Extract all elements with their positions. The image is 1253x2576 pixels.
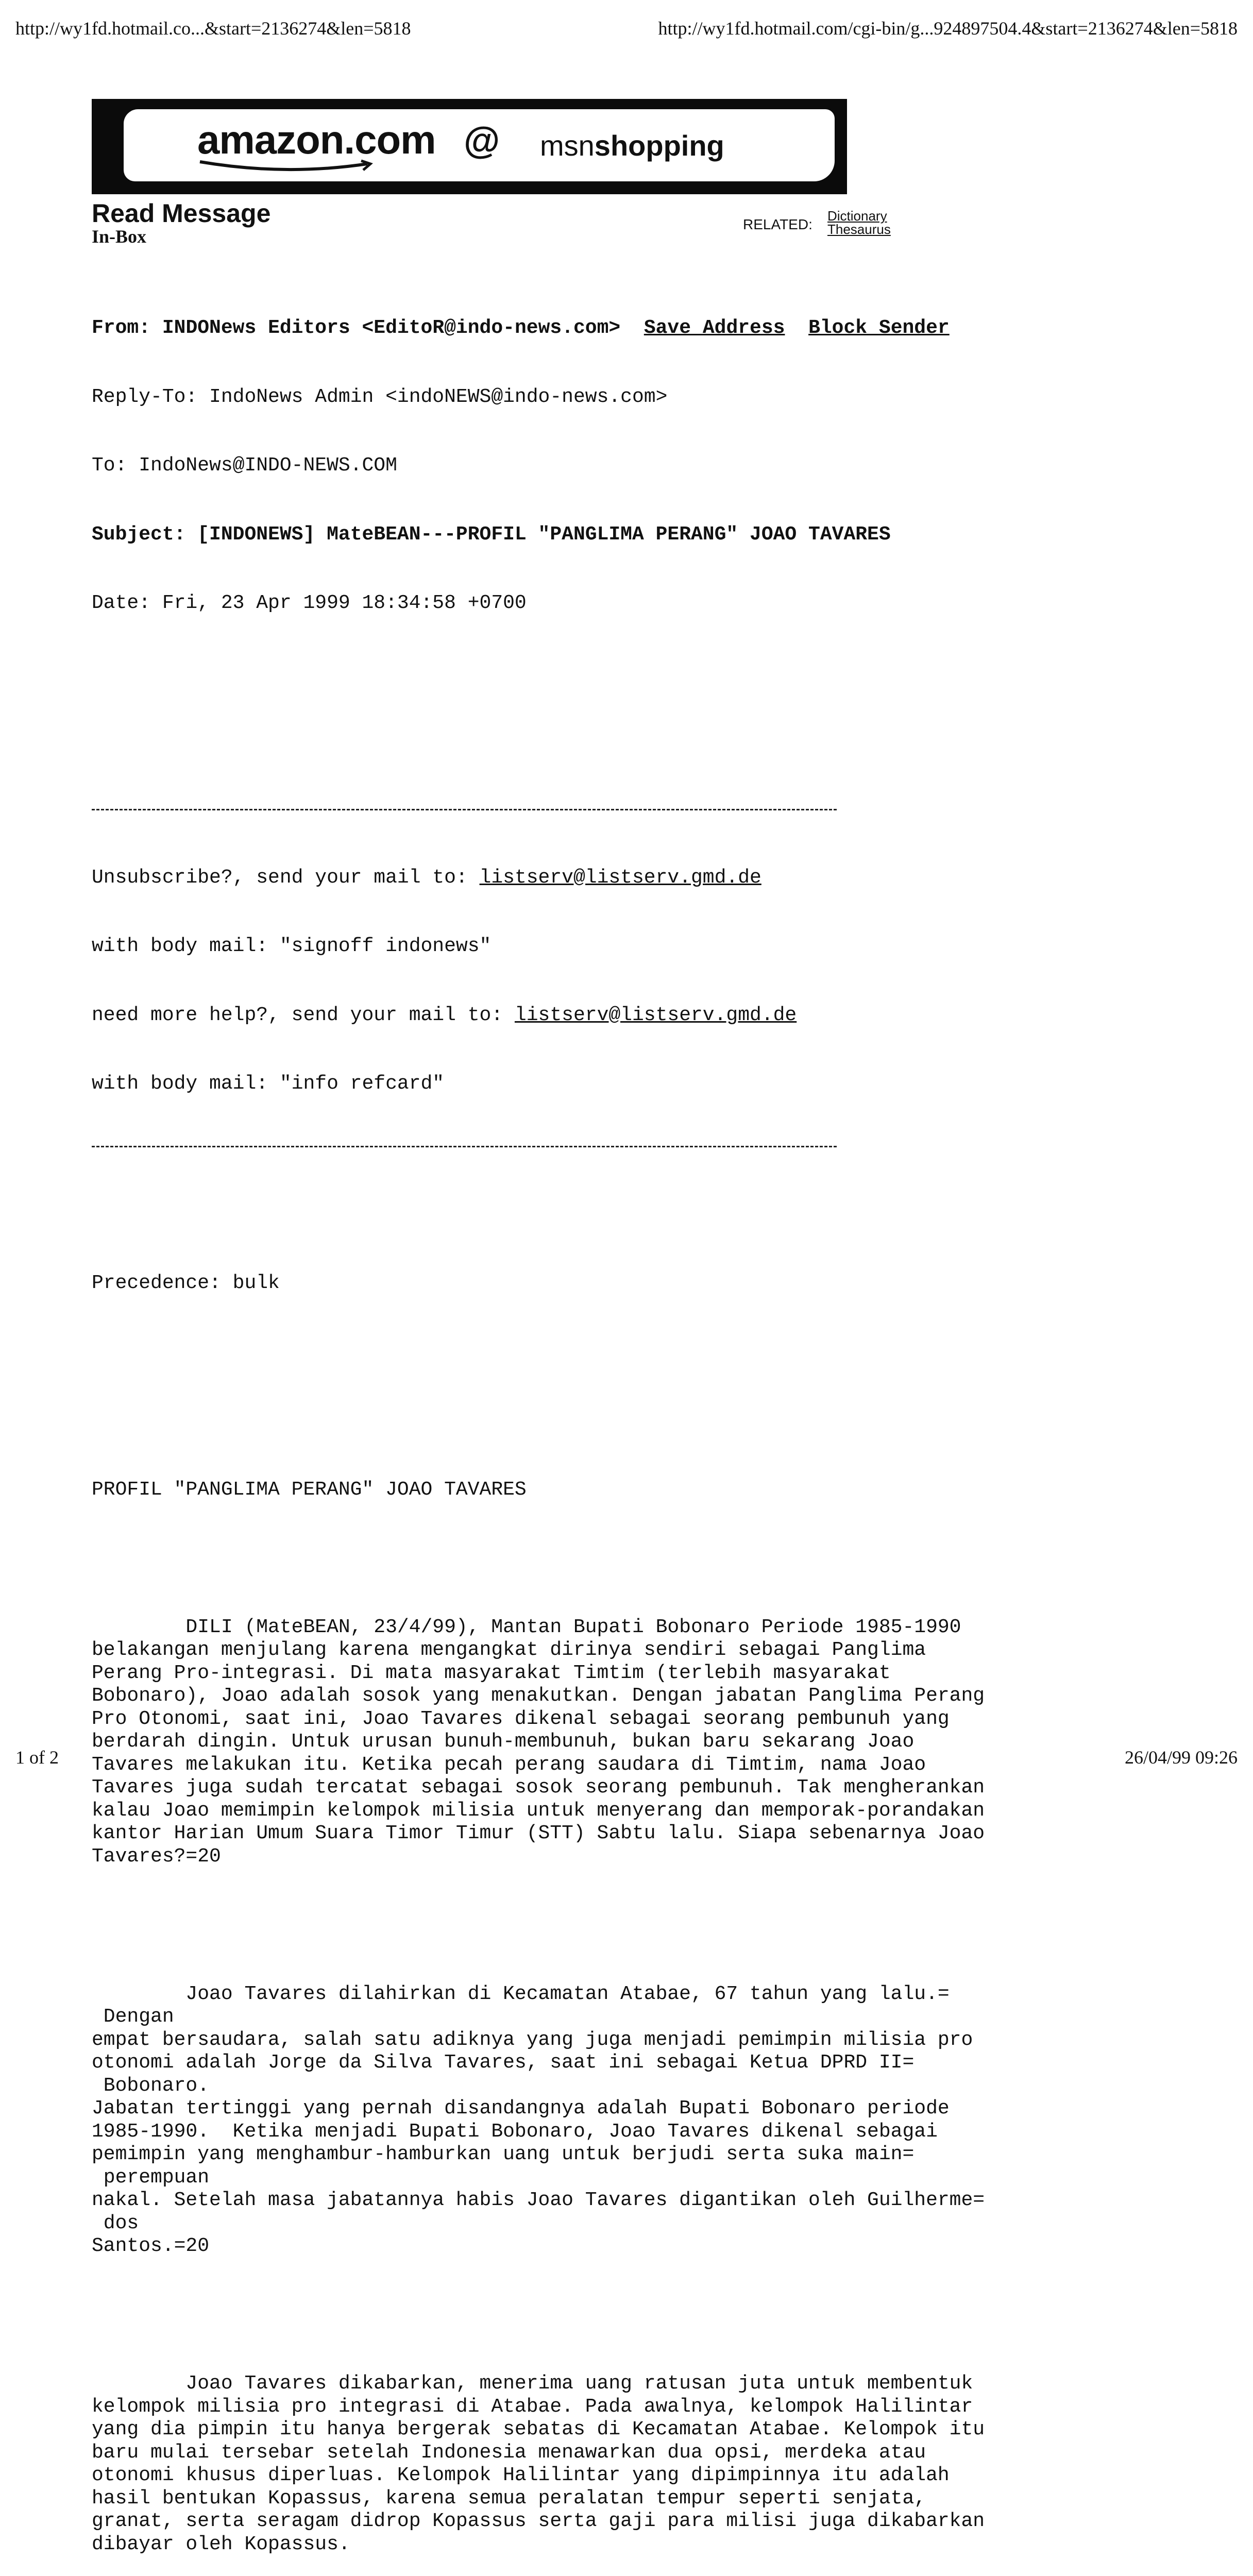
body-text-line: Santos.=20 <box>92 2235 210 2257</box>
body-text-line: Joao Tavares dikabarkan, menerima uang ratusan juta untuk membentuk <box>92 2372 973 2395</box>
spacer <box>92 1914 1205 1937</box>
body-text-line: kalau Joao memimpin kelompok milisia untuk menyerang dan memporak-porandakan <box>92 1799 985 1822</box>
spacer <box>92 1547 1205 1570</box>
msn-shopping-logo <box>540 129 724 162</box>
listserv-help-email-link[interactable]: listserv@listserv.gmd.de <box>514 1004 797 1026</box>
subject-header <box>92 523 1205 547</box>
message-content <box>92 271 1205 2576</box>
print-header-url-right: http://wy1fd.hotmail.com/cgi-bin/g...924897504.4&start=2136274&len=5818 <box>658 18 1238 39</box>
from-address: INDONews Editors <EditoR@indo-news.com> <box>162 317 621 339</box>
help-line <box>92 1004 1205 1027</box>
paragraph-3 <box>92 2372 1205 2556</box>
body-text-line: Jabatan tertinggi yang pernah disandangnya adalah Bupati Bobonaro periode <box>92 2097 950 2120</box>
date-header: Date: Fri, 23 Apr 1999 18:34:58 +0700 <box>92 592 527 614</box>
amazon-logo: amazon.com <box>197 117 436 162</box>
listserv-email-link[interactable]: listserv@listserv.gmd.de <box>479 866 761 889</box>
body-text-line: dibayar oleh Kopassus. <box>92 2533 350 2555</box>
article-title: PROFIL "PANGLIMA PERANG" JOAO TAVARES <box>92 1478 527 1501</box>
amazon-smile-icon <box>197 159 383 174</box>
body-text-line: Bobonaro), Joao adalah sosok yang menakutkan. Dengan jabatan Panglima Perang <box>92 1685 985 1707</box>
from-header <box>92 317 1205 340</box>
to-header: To: IndoNews@INDO-NEWS.COM <box>92 454 397 477</box>
body-text-line: Tavares melakukan itu. Ketika pecah perang saudara di Timtim, nama Joao <box>92 1753 926 1776</box>
spacer <box>92 2304 1205 2327</box>
divider <box>92 809 837 810</box>
body-text-line: hasil bentukan Kopassus, karena semua peralatan tempur seperti senjata, <box>92 2487 926 2510</box>
body-text-line: Tavares juga sudah tercatat sebagai sosok seorang pembunuh. Tak mengherankan <box>92 1776 985 1799</box>
unsubscribe-line <box>92 867 1205 890</box>
body-text-line: dos <box>92 2212 139 2234</box>
body-text-line: berdarah dingin. Untuk urusan bunuh-membunuh, bukan baru sekarang Joao <box>92 1731 915 1753</box>
spacer <box>92 1341 1205 1364</box>
related-label: RELATED: <box>743 216 812 232</box>
body-text-line: pemimpin yang menghambur-hamburkan uang untuk berjudi serta suka main= <box>92 2143 915 2165</box>
body-text-line: Dengan <box>92 2006 174 2028</box>
spacer <box>92 661 1205 684</box>
print-header <box>15 18 1238 43</box>
body-text-line: Perang Pro-integrasi. Di mata masyarakat Timtim (terlebih masyarakat <box>92 1662 891 1684</box>
print-header-url-left: http://wy1fd.hotmail.co...&start=2136274&len=5818 <box>15 18 411 39</box>
shopping-logo-text: shopping <box>594 129 724 162</box>
body-text-line: empat bersaudara, salah satu adiknya yang juga menjadi pemimpin milisia pro <box>92 2028 973 2051</box>
paragraph-2 <box>92 1983 1205 2258</box>
block-sender-link[interactable]: Block Sender <box>808 317 950 339</box>
help-text: need more help?, send your mail to: <box>92 1004 515 1026</box>
body-text-line: baru mulai tersebar setelah Indonesia menawarkan dua opsi, merdeka atau <box>92 2441 926 2464</box>
body-text-line: otonomi khusus diperluas. Kelompok Halilintar yang dipimpinnya itu adalah <box>92 2464 950 2486</box>
body-text-line: nakal. Setelah masa jabatannya habis Joao Tavares digantikan oleh Guilherme= <box>92 2189 985 2211</box>
print-timestamp: 26/04/99 09:26 <box>1124 1747 1238 1768</box>
thesaurus-link[interactable]: Thesaurus <box>827 222 891 237</box>
amazon-msn-shopping-banner[interactable] <box>92 99 847 194</box>
body-text-line: Tavares?=20 <box>92 1845 221 1868</box>
body-text-line: yang dia pimpin itu hanya bergerak sebatas di Kecamatan Atabae. Kelompok itu <box>92 2418 985 2441</box>
body-text-line: kelompok milisia pro integrasi di Atabae. Pada awalnya, kelompok Halilintar <box>92 2395 973 2418</box>
subject-label: Subject: <box>92 523 186 546</box>
body-text-line: Joao Tavares dilahirkan di Kecamatan Atabae, 67 tahun yang lalu.= <box>92 1982 950 2005</box>
at-symbol: @ <box>464 120 500 161</box>
save-address-link[interactable]: Save Address <box>644 317 785 339</box>
subject-value: [INDONEWS] MateBEAN---PROFIL "PANGLIMA PERANG" JOAO TAVARES <box>197 523 891 546</box>
spacer <box>92 1204 1205 1227</box>
spacer <box>92 1410 1205 1433</box>
divider <box>92 1146 837 1147</box>
related-links <box>827 209 891 236</box>
body-text-line: Pro Otonomi, saat ini, Joao Tavares dikenal sebagai seorang pembunuh yang <box>92 1707 950 1730</box>
dictionary-link[interactable]: Dictionary <box>827 208 887 224</box>
from-label: From: <box>92 317 151 339</box>
body-text-line: granat, serta seragam didrop Kopassus serta gaji para milisi juga dikabarkan <box>92 2510 985 2532</box>
body-text-line: DILI (MateBEAN, 23/4/99), Mantan Bupati Bobonaro Periode 1985-1990 <box>92 1616 961 1638</box>
refcard-line: with body mail: "info refcard" <box>92 1073 445 1095</box>
body-text-line: 1985-1990. Ketika menjadi Bupati Bobonaro, Joao Tavares dikenal sebagai <box>92 2120 938 2143</box>
body-text-line: belakangan menjulang karena mengangkat dirinya sendiri sebagai Panglima <box>92 1639 926 1661</box>
spacer <box>92 730 1205 753</box>
body-text-line: perempuan <box>92 2166 210 2189</box>
body-text-line: Bobonaro. <box>92 2074 210 2097</box>
page-title: Read Message <box>92 199 271 228</box>
precedence-line: Precedence: bulk <box>92 1272 280 1294</box>
reply-to-header: Reply-To: IndoNews Admin <indoNEWS@indo-news.com> <box>92 385 668 408</box>
folder-name: In-Box <box>92 226 147 247</box>
signoff-line: with body mail: "signoff indonews" <box>92 935 492 957</box>
msn-logo-text: msn <box>540 129 595 162</box>
body-text-line: otonomi adalah Jorge da Silva Tavares, saat ini sebagai Ketua DPRD II= <box>92 2052 915 2074</box>
page-number: 1 of 2 <box>15 1747 59 1768</box>
print-footer <box>15 1742 1238 1768</box>
unsubscribe-text: Unsubscribe?, send your mail to: <box>92 866 480 889</box>
body-text-line: kantor Harian Umum Suara Timor Timur (STT) Sabtu lalu. Siapa sebenarnya Joao <box>92 1822 985 1844</box>
